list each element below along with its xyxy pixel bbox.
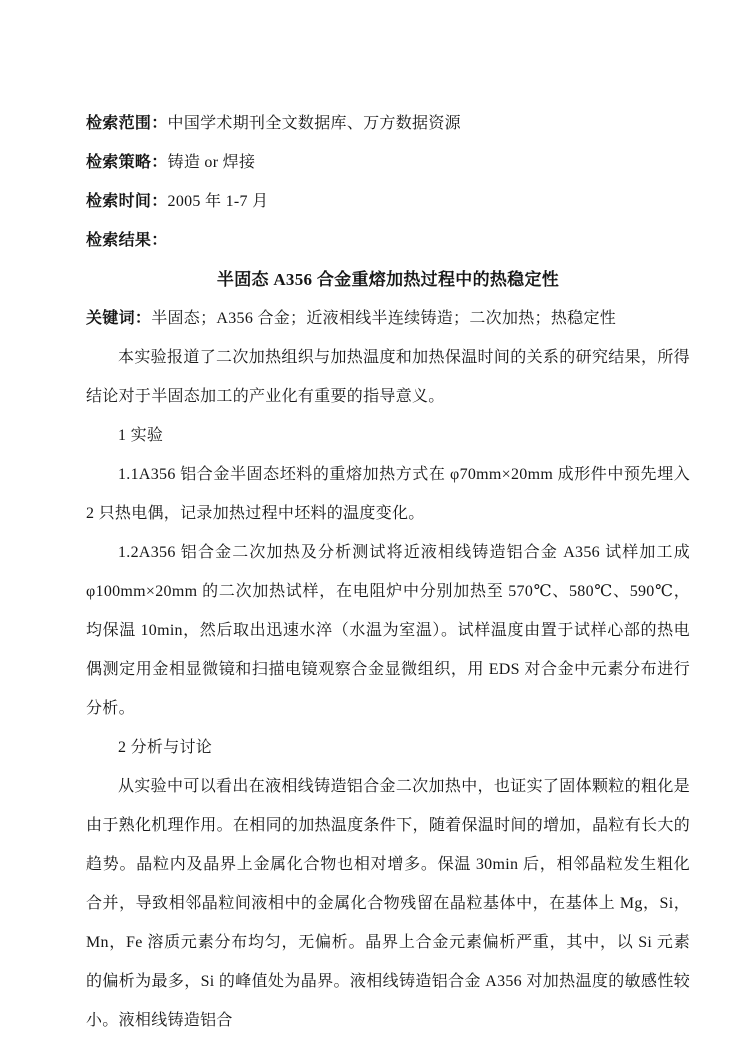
paragraph-1-2: 1.2A356 铝合金二次加热及分析测试将近液相线铸造铝合金 A356 试样加工成 φ100mm×20mm 的二次加热试样，在电阻炉中分别加热至 570℃、580℃、590℃，均保温 10min，然后取出迅速水淬（水温为室温）。试样温度由置于试样心部的热电偶测定用金相显微镜和扫描电镜观察合金显微组织，用 EDS 对合金中元素分布进行分析。 [86, 544, 690, 717]
meta-line-search-strategy [86, 143, 690, 182]
search-strategy-label: 检索策略： [86, 154, 168, 171]
keywords-label: 关键词： [86, 310, 152, 327]
search-time-label: 检索时间： [86, 193, 168, 210]
meta-line-search-result [86, 221, 690, 260]
section-2-heading: 2 分析与讨论 [118, 739, 213, 756]
paragraph-2-1: 从实验中可以看出在液相线铸造铝合金二次加热中，也证实了固体颗粒的粗化是由于熟化机理作用。在相同的加热温度条件下，随着保温时间的增加，晶粒有长大的趋势。晶粒内及晶界上金属化合物也相对增多。保温 30min 后，相邻晶粒发生粗化合并，导致相邻晶粒间液相中的金属化合物残留在晶粒基体中，在基体上 Mg，Si，Mn，Fe 溶质元素分布均匀，无偏析。晶界上合金元素偏析严重，其中，以 Si 元素的偏析为最多，Si 的峰值处为晶界。液相线铸造铝合金 A356 对加热温度的敏感性较小。液相线铸造铝合 [86, 778, 690, 1029]
paragraph-1-1: 1.1A356 铝合金半固态坯料的重熔加热方式在 φ70mm×20mm 成形件中预先埋入 2 只热电偶，记录加热过程中坯料的温度变化。 [86, 466, 690, 522]
article-title: 半固态 A356 合金重熔加热过程中的热稳定性 [216, 270, 560, 289]
keywords-line [86, 299, 690, 338]
search-strategy-value: 铸造 or 焊接 [167, 154, 256, 171]
document-content [86, 104, 690, 1040]
abstract-paragraph: 本实验报道了二次加热组织与加热温度和加热保温时间的关系的研究结果，所得结论对于半固态加工的产业化有重要的指导意义。 [86, 349, 690, 405]
search-scope-value: 中国学术期刊全文数据库、万方数据资源 [167, 115, 461, 132]
meta-line-search-scope [86, 104, 690, 143]
keywords-text: 半固态；A356 合金；近液相线半连续铸造；二次加热；热稳定性 [151, 310, 617, 327]
meta-line-search-time [86, 182, 690, 221]
search-scope-label: 检索范围： [86, 115, 168, 132]
section-1-heading: 1 实验 [118, 427, 164, 444]
search-time-value: 2005 年 1-7 月 [167, 193, 269, 210]
search-result-label: 检索结果： [86, 232, 168, 249]
